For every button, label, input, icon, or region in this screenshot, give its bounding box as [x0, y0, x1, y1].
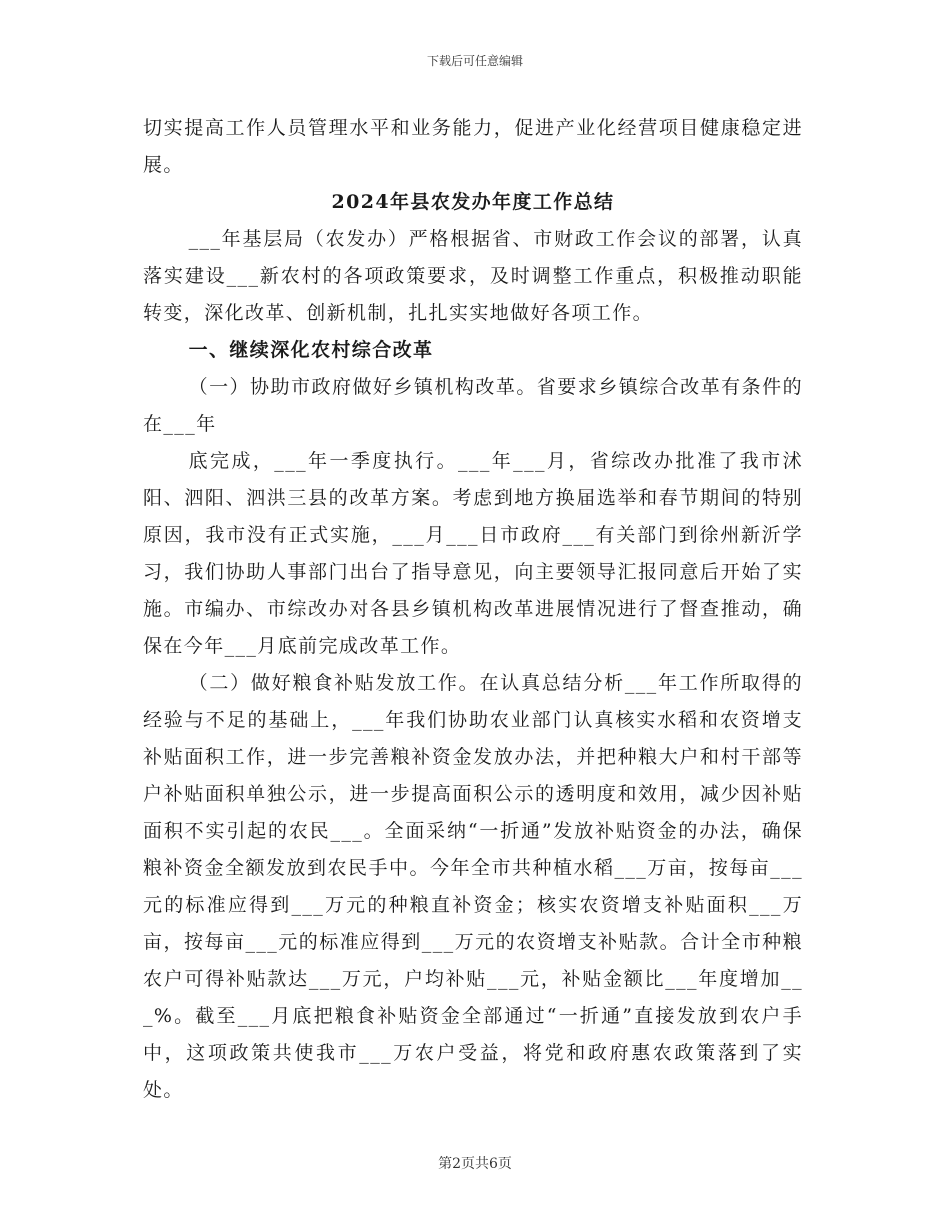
paragraph-3: 底完成，___年一季度执行。___年___月，省综改办批准了我市沭阳、泗阳、泗洪三县的改革方案。考虑到地方换届选举和春节期间的特别原因，我市没有正式实施，___月___日市政府___有关部门到徐州新沂学习，我们协助人事部门出台了指导意见，向主要领导汇报同意后开始了实施。市编办、市综改办对各县乡镇机构改革进展情况进行了督查推动，确保在今年___月底前完成改革工作。: [143, 450, 803, 657]
intro-paragraph: 切实提高工作人员管理水平和业务能力，促进产业化经营项目健康稳定进展。: [143, 117, 803, 176]
paragraph-1: ___年基层局（农发办）严格根据省、市财政工作会议的部署，认真落实建设___新农村的各项政策要求，及时调整工作重点，积极推动职能转变，深化改革、创新机制，扎扎实实地做好各项工作。: [143, 228, 803, 324]
page-footer-number: 第2页共6页: [438, 1156, 512, 1172]
section-heading-1: 一、继续深化农村综合改革: [188, 339, 434, 361]
document-body: [143, 110, 803, 1109]
paragraph-4: （二）做好粮食补贴发放工作。在认真总结分析___年工作所取得的经验与不足的基础上，___年我们协助农业部门认真核实水稻和农资增支补贴面积工作，进一步完善粮补资金发放办法，并把种粮大户和村干部等户补贴面积单独公示，进一步提高面积公示的透明度和效用，减少因补贴面积不实引起的农民___。全面采纳“一折通”发放补贴资金的办法，确保粮补资金全额发放到农民手中。今年全市共种植水稻___万亩，按每亩___元的标准应得到___万元的种粮直补资金；核实农资增支补贴面积___万亩，按每亩___元的标准应得到___万元的农资增支补贴款。合计全市种粮农户可得补贴款达___万元，户均补贴___元，补贴金额比___年度增加___%。截至___月底把粮食补贴资金全部通过“一折通”直接发放到农户手中，这项政策共使我市___万农户受益，将党和政府惠农政策落到了实处。: [143, 672, 803, 1101]
document-title: 2024年县农发办年度工作总结: [331, 191, 615, 213]
page-header-note: 下载后可任意编辑: [426, 54, 523, 68]
paragraph-2: （一）协助市政府做好乡镇机构改革。省要求乡镇综合改革有条件的在___年: [143, 376, 803, 435]
